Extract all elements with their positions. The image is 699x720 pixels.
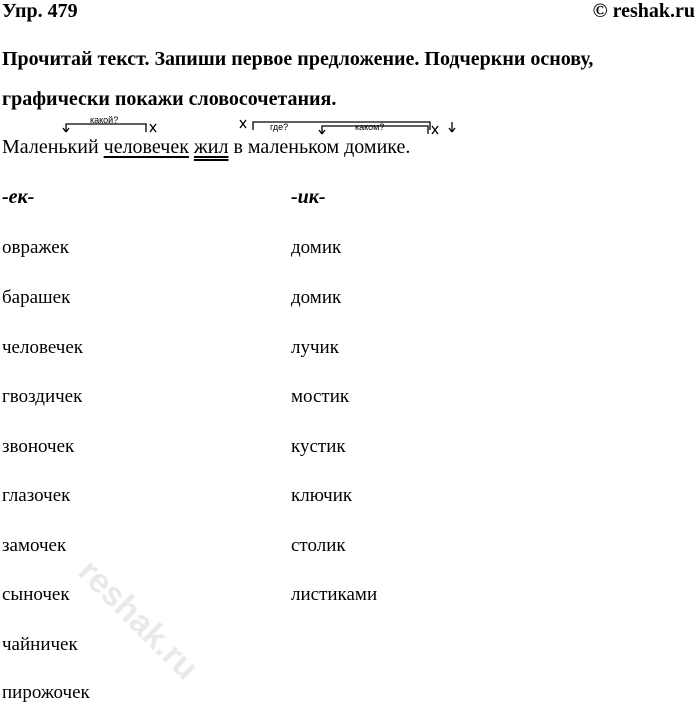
- svg-text:reshak.ru: reshak.ru: [70, 552, 206, 688]
- list-item: столик: [291, 535, 346, 556]
- cross-mark-icon: [432, 126, 438, 134]
- list-item: человечек: [2, 337, 84, 358]
- phrase-arc-1: [66, 124, 146, 132]
- list-item: кустик: [291, 436, 346, 457]
- exercise-title: Упр. 479: [2, 0, 78, 22]
- predicate-word: жил: [193, 136, 229, 158]
- question-label: где?: [270, 122, 289, 132]
- list-item: ключик: [291, 485, 353, 506]
- question-label: какой?: [90, 116, 119, 125]
- list-item: чайничек: [2, 634, 78, 655]
- task-text-line-2: графически покажи словосочетания.: [2, 88, 337, 110]
- task-text-line-1: Прочитай текст. Запиши первое предложение. Подчеркни основу,: [2, 48, 594, 70]
- list-item: лучик: [291, 337, 339, 358]
- sentence-word: Маленький: [2, 136, 99, 158]
- cross-mark-icon: [150, 124, 156, 132]
- example-sentence: [2, 136, 410, 159]
- list-item: домик: [291, 237, 342, 258]
- list-item: пирожочек: [2, 682, 90, 703]
- list-item: глазочек: [2, 485, 71, 506]
- subject-word: человечек: [103, 136, 189, 158]
- sentence-rest: в маленьком домике.: [233, 136, 411, 158]
- site-credit[interactable]: © reshak.ru: [592, 0, 695, 22]
- list-item: звоночек: [2, 436, 75, 457]
- cross-mark-icon: [240, 120, 246, 128]
- list-item: замочек: [2, 535, 67, 556]
- column-header-ek: -ек-: [2, 186, 35, 208]
- column-header-ik: -ик-: [291, 186, 326, 208]
- list-item: барашек: [2, 287, 71, 308]
- list-item: сыночек: [2, 584, 70, 605]
- list-item: листиками: [291, 584, 378, 605]
- list-item: овражек: [2, 237, 69, 258]
- question-label: каком?: [355, 122, 385, 132]
- list-item: домик: [291, 287, 342, 308]
- list-item: мостик: [291, 386, 350, 407]
- list-item: гвоздичек: [2, 386, 83, 407]
